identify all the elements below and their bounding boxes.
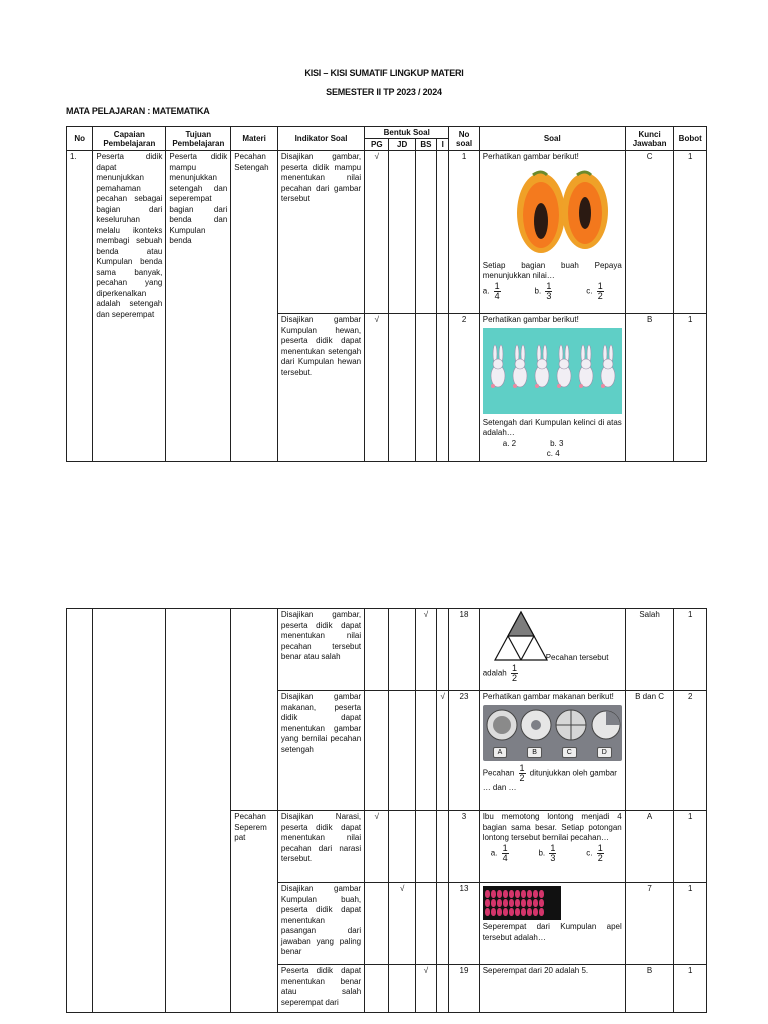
- col-tujuan: Tujuan Pembelajaran: [166, 127, 231, 151]
- col-capaian: Capaian Pembelajaran: [93, 127, 166, 151]
- fraction-one-third: $\frac{1}{3}$: [546, 280, 552, 301]
- soal-intro: Perhatikan gambar berikut!: [482, 315, 579, 324]
- col-bs: BS: [415, 139, 436, 151]
- plate-label-b: B: [527, 747, 542, 758]
- indikator-cell: Disajikan gambar, peserta didik dapat menentukan nilai pecahan tersebut benar atau salah: [277, 609, 364, 691]
- bobot-cell: 1: [674, 811, 707, 883]
- indikator-cell: Peserta didik dapat menentukan benar atau salah seperempat dari: [277, 965, 364, 1013]
- soal-cell: [479, 883, 625, 965]
- kunci-cell: B: [625, 314, 674, 462]
- soal-intro: Perhatikan gambar makanan berikut!: [482, 692, 614, 701]
- no-soal-cell: 1: [449, 151, 479, 314]
- no-soal-cell: 23: [449, 691, 479, 811]
- option-c: c.: [586, 848, 593, 858]
- plate-label-c: C: [562, 747, 577, 758]
- soal-cell: [479, 811, 625, 883]
- soal-cell: [479, 151, 625, 314]
- no-soal-cell: 3: [449, 811, 479, 883]
- materi-cell: Pecahan Setengah: [231, 151, 278, 462]
- kunci-cell: B: [625, 965, 674, 1013]
- kunci-cell: B dan C: [625, 691, 674, 811]
- soal-text-b: adalah: [482, 668, 507, 678]
- option-c: c. 4: [546, 449, 560, 458]
- col-materi: Materi: [231, 127, 278, 151]
- soal-cell: [479, 691, 625, 811]
- col-no: No: [67, 127, 93, 151]
- kisi-table-page-2: [66, 608, 707, 1013]
- no-soal-cell: 13: [449, 883, 479, 965]
- plate-label-a: A: [493, 747, 508, 758]
- subject-label: MATA PELAJARAN : MATEMATIKA: [66, 106, 210, 116]
- col-kunci: Kunci Jawaban: [625, 127, 674, 151]
- table-row: [67, 609, 707, 691]
- soal-cell: [479, 609, 625, 691]
- check-bs: √: [415, 609, 436, 691]
- option-a: a.: [490, 848, 498, 858]
- option-b: b. 3: [550, 438, 564, 448]
- soal-text: Setiap bagian buah Pepaya menunjukkan nilai…: [482, 260, 622, 280]
- answer-options: [483, 282, 622, 301]
- option-a: a. 2: [502, 438, 517, 448]
- no-soal-cell: 19: [449, 965, 479, 1013]
- indikator-cell: Disajikan gambar Kumpulan buah, peserta didik dapat menentukan pasangan dari jawaban yang paling benar: [277, 883, 364, 965]
- fraction-one-quarter: $\frac{1}{4}$: [494, 280, 500, 301]
- soal-cell: [479, 314, 625, 462]
- no-soal-cell: 2: [449, 314, 479, 462]
- soal-text: Seperempat dari Kumpulan apel tersebut adalah…: [482, 922, 622, 942]
- fraction-one-third: $\frac{1}{3}$: [550, 842, 556, 863]
- col-bentuk-soal: Bentuk Soal: [365, 127, 449, 139]
- kunci-cell: C: [625, 151, 674, 314]
- bobot-cell: 1: [674, 151, 707, 314]
- document-title: KISI – KISI SUMATIF LINGKUP MATERI: [304, 68, 464, 78]
- soal-text-a: Pecahan tersebut: [545, 653, 609, 662]
- fraction-one-half: $\frac{1}{2}$: [597, 842, 603, 863]
- materi-cell: Pecahan Seperem pat: [231, 811, 278, 1013]
- papaya-image: [503, 169, 623, 257]
- rabbits-image: [483, 328, 622, 414]
- soal-cell: Seperempat dari 20 adalah 5.: [479, 965, 625, 1013]
- kunci-cell: 7: [625, 883, 674, 965]
- plate-label-d: D: [597, 747, 612, 758]
- col-pg: PG: [365, 139, 389, 151]
- kunci-cell: Salah: [625, 609, 674, 691]
- col-indikator: Indikator Soal: [277, 127, 364, 151]
- bobot-cell: 1: [674, 965, 707, 1013]
- option-a: a.: [482, 286, 490, 296]
- tujuan-cell: Peserta didik mampu menunjukkan setengah dan seperempat bagian dari benda dan Kumpulan benda: [166, 151, 231, 462]
- capaian-cell: Peserta didik dapat menunjukkan pemahaman pecahan sebagai bagian dari keseluruhan melalu ikonteks membagi sebuah benda atau Kumpulan benda sama banyak, pecahan yang diperkenalkan adalah setengah dan seperempat: [93, 151, 166, 462]
- soal-text-a: Pecahan: [482, 768, 515, 778]
- col-i: I: [437, 139, 449, 151]
- soal-text-b: ditunjukkan oleh gambar … dan …: [482, 768, 617, 792]
- food-plates-image: [483, 705, 622, 761]
- soal-text: Setengah dari Kumpulan kelinci di atas adalah…: [482, 417, 622, 437]
- indikator-cell: Disajikan Narasi, peserta didik dapat menentukan nilai pecahan dari narasi tersebut.: [277, 811, 364, 883]
- indikator-cell: Disajikan gambar Kumpulan hewan, peserta didik dapat menentukan setengah dari Kumpulan hewan tersebut.: [277, 314, 364, 462]
- check-i: √: [437, 691, 449, 811]
- triangle-fraction-image: [493, 610, 549, 662]
- col-no-soal: No soal: [449, 127, 479, 151]
- col-soal: Soal: [479, 127, 625, 151]
- apples-image: [483, 886, 561, 920]
- col-jd: JD: [389, 139, 415, 151]
- fraction-one-half: $\frac{1}{2}$: [511, 663, 517, 683]
- kunci-cell: A: [625, 811, 674, 883]
- bobot-cell: 1: [674, 314, 707, 462]
- soal-text: Ibu memotong lontong menjadi 4 bagian sama besar. Setiap potongan lontong tersebut bernilai pecahan…: [482, 812, 622, 842]
- indikator-cell: Disajikan gambar, peserta didik mampu menentukan nilai pecahan dari gambar tersebut: [277, 151, 364, 314]
- bobot-cell: 1: [674, 883, 707, 965]
- bobot-cell: 2: [674, 691, 707, 811]
- check-pg: √: [365, 314, 389, 462]
- option-c: c.: [586, 286, 593, 296]
- check-pg: √: [365, 811, 389, 883]
- indikator-cell: Disajikan gambar makanan, peserta didik dapat menentukan gambar yang bernilai pecahan setengah: [277, 691, 364, 811]
- fraction-one-half: $\frac{1}{2}$: [597, 280, 603, 301]
- check-bs: √: [415, 965, 436, 1013]
- bobot-cell: 1: [674, 609, 707, 691]
- fraction-one-half: $\frac{1}{2}$: [519, 762, 525, 783]
- option-b: b.: [538, 848, 546, 858]
- check-pg: √: [365, 151, 389, 314]
- col-bobot: Bobot: [674, 127, 707, 151]
- no-soal-cell: 18: [449, 609, 479, 691]
- soal-intro: Perhatikan gambar berikut!: [482, 152, 579, 161]
- answer-options: [483, 844, 622, 863]
- fraction-one-quarter: $\frac{1}{4}$: [502, 842, 508, 863]
- check-jd: √: [389, 883, 415, 965]
- kisi-table-page-1: [66, 126, 707, 462]
- document-semester: SEMESTER II TP 2023 / 2024: [326, 87, 442, 97]
- option-b: b.: [534, 286, 542, 296]
- table-row: [67, 151, 707, 314]
- row-number: 1.: [67, 151, 93, 462]
